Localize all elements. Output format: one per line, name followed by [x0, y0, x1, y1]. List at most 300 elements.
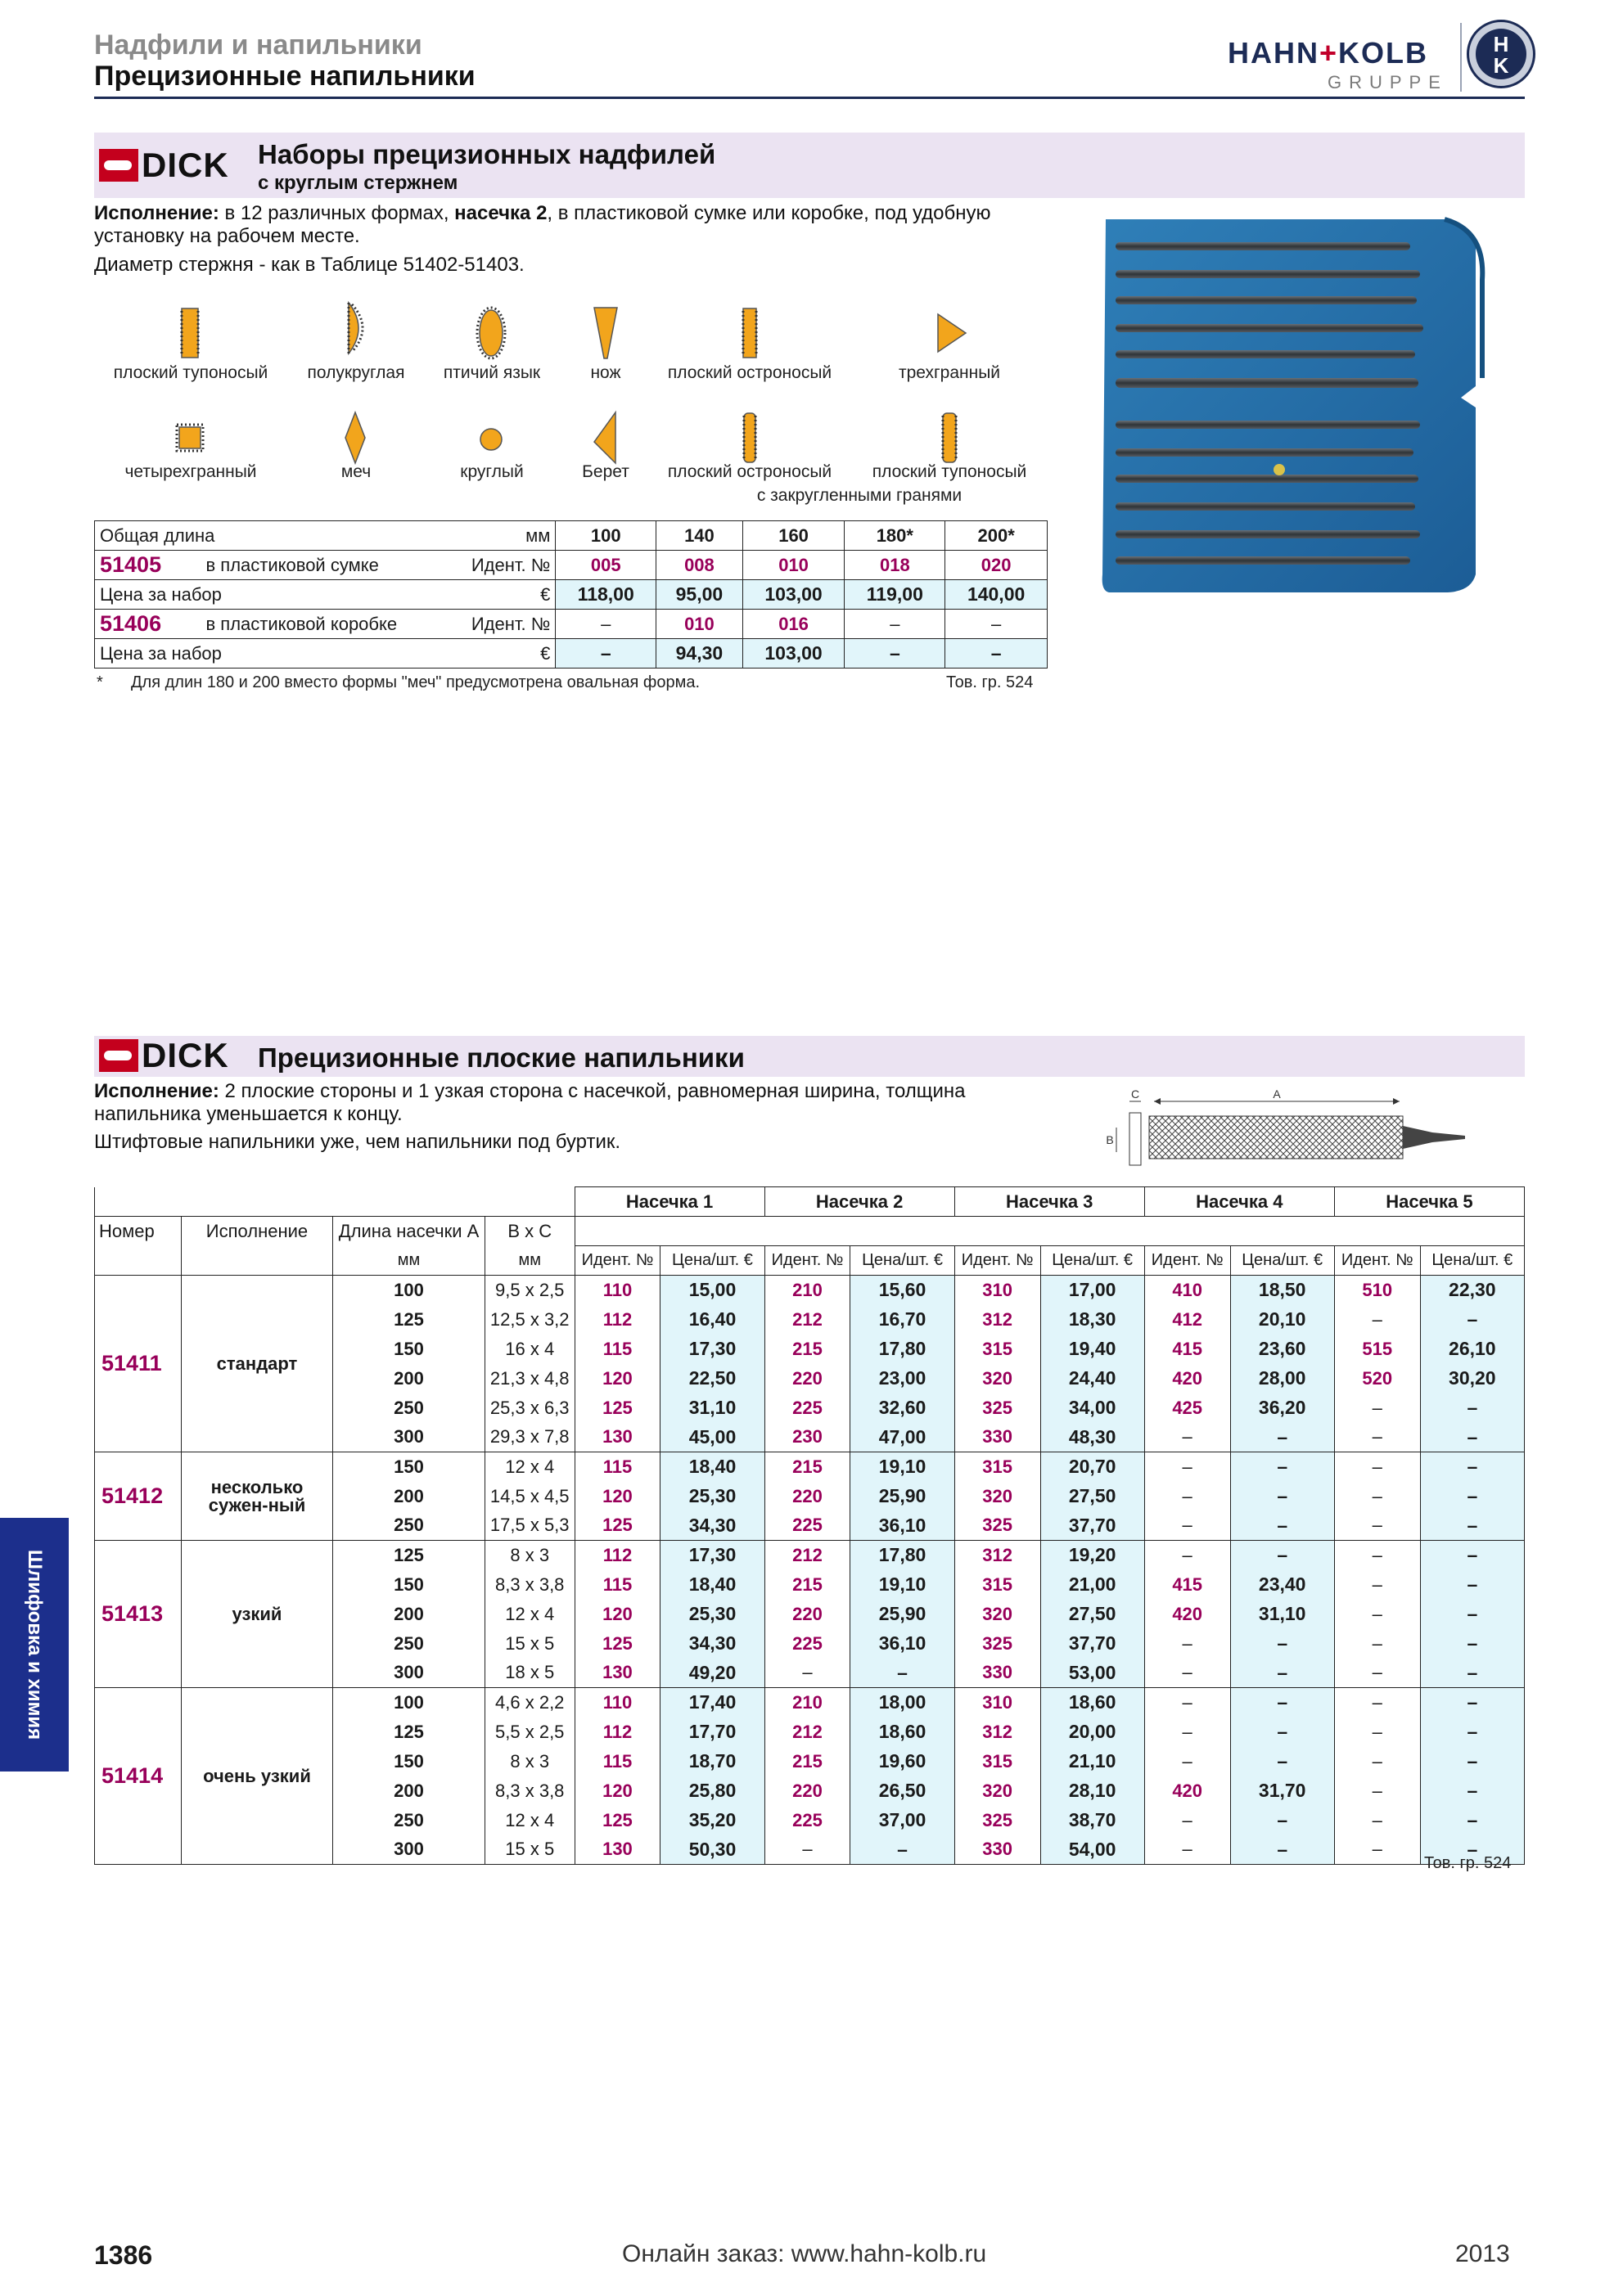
price-cell: 95,00: [656, 580, 743, 610]
ident-cell[interactable]: 130: [575, 1835, 660, 1865]
sword-file-icon: [314, 409, 396, 466]
price-cell: 48,30: [1040, 1423, 1144, 1452]
price-cell: 15,60: [850, 1276, 954, 1305]
logo-divider: [1460, 23, 1462, 92]
price-cell: 18,60: [1040, 1688, 1144, 1717]
price-cell: 18,40: [660, 1452, 764, 1482]
col-ident: Идент. №: [1334, 1246, 1420, 1276]
cut-length: 100: [333, 1688, 485, 1717]
price-cell: –: [1420, 1659, 1524, 1688]
cross-section: 21,3 x 4,8: [485, 1364, 575, 1393]
logo-word-left: HAHN: [1228, 36, 1319, 70]
price-cell: 19,40: [1040, 1335, 1144, 1364]
dick-flag-icon: [99, 149, 138, 182]
price-row: [95, 580, 1048, 610]
ident-cell[interactable]: 115: [575, 1570, 660, 1600]
ident-cell[interactable]: 415: [1144, 1335, 1230, 1364]
cut-length: 200: [333, 1364, 485, 1393]
dim-label-c: C: [1130, 1088, 1140, 1101]
price-cell: 16,40: [660, 1305, 764, 1335]
price-cell: –: [845, 639, 945, 669]
ident-cell[interactable]: 225: [764, 1629, 850, 1659]
cut-length: 250: [333, 1511, 485, 1541]
ident-cell[interactable]: 420: [1144, 1776, 1230, 1806]
unit-header-row: [95, 1246, 1525, 1276]
price-cell: 118,00: [556, 580, 656, 610]
order-url-link[interactable]: Онлайн заказ: www.hahn-kolb.ru: [622, 2240, 987, 2267]
price-cell: –: [1420, 1629, 1524, 1659]
length-cell: 180*: [845, 521, 945, 551]
price-cell: 18,70: [660, 1747, 764, 1776]
ident-cell[interactable]: 215: [764, 1747, 850, 1776]
id-row: [95, 610, 1048, 639]
ident-cell[interactable]: 412: [1144, 1305, 1230, 1335]
ident-cell[interactable]: 225: [764, 1511, 850, 1541]
price-cell: 17,30: [660, 1335, 764, 1364]
price-cell: –: [1420, 1541, 1524, 1570]
ident-cell: –: [764, 1835, 850, 1865]
price-cell: 32,60: [850, 1393, 954, 1423]
footnote-text: Для длин 180 и 200 вместо формы "меч" предусмотрена овальная форма.: [131, 673, 701, 691]
price-cell: 49,20: [660, 1659, 764, 1688]
price-cell: –: [1230, 1452, 1334, 1482]
ident-cell: –: [1144, 1541, 1230, 1570]
section2-band: [94, 1036, 1525, 1077]
ident-cell[interactable]: 115: [575, 1452, 660, 1482]
shape-label: плоский остроносый: [667, 363, 832, 382]
ident-cell[interactable]: 112: [575, 1305, 660, 1335]
ident-cell[interactable]: 315: [954, 1747, 1040, 1776]
ident-cell[interactable]: 510: [1334, 1276, 1420, 1305]
dim-label-b: B: [1106, 1133, 1114, 1146]
ident-cell: –: [764, 1659, 850, 1688]
ident-cell[interactable]: 515: [1334, 1335, 1420, 1364]
flat-file-price-table: [94, 1186, 1525, 1865]
article-number[interactable]: 51412: [95, 1452, 182, 1541]
table-row: [95, 1541, 1525, 1570]
price-cell: 37,70: [1040, 1511, 1144, 1541]
ident-cell: –: [1144, 1452, 1230, 1482]
price-cell: 34,30: [660, 1511, 764, 1541]
price-cell: 53,00: [1040, 1659, 1144, 1688]
price-cell: –: [1230, 1541, 1334, 1570]
ident-cell: –: [1144, 1511, 1230, 1541]
article-number[interactable]: 51406: [95, 610, 201, 639]
ident-cell[interactable]: 315: [954, 1335, 1040, 1364]
price-cell: 28,10: [1040, 1776, 1144, 1806]
logo-word-right: KOLB: [1338, 36, 1429, 70]
cut-length: 250: [333, 1393, 485, 1423]
price-cell: 17,00: [1040, 1276, 1144, 1305]
ident-cell[interactable]: 110: [575, 1688, 660, 1717]
price-cell: 35,20: [660, 1806, 764, 1835]
cross-section: 8,3 x 3,8: [485, 1776, 575, 1806]
price-cell: –: [1230, 1511, 1334, 1541]
cut-header: Насечка 3: [954, 1187, 1144, 1217]
hahn-kolb-logo[interactable]: [1228, 18, 1531, 93]
section1-description: [94, 202, 1060, 248]
price-cell: 25,90: [850, 1482, 954, 1511]
ident-cell[interactable]: 112: [575, 1541, 660, 1570]
cut-length: 250: [333, 1806, 485, 1835]
cut-header: Насечка 2: [764, 1187, 954, 1217]
ident-cell: –: [1334, 1600, 1420, 1629]
ident-cell[interactable]: 325: [954, 1806, 1040, 1835]
bird-tongue-file-icon: [450, 304, 532, 362]
col-ident: Идент. №: [764, 1246, 850, 1276]
price-cell: –: [1230, 1747, 1334, 1776]
cut-header: Насечка 4: [1144, 1187, 1334, 1217]
ident-cell[interactable]: 310: [954, 1276, 1040, 1305]
desc-part-a: в 12 различных формах,: [219, 202, 455, 224]
price-cell: 17,30: [660, 1541, 764, 1570]
price-cell: –: [1230, 1835, 1334, 1865]
hk-seal-icon: [1467, 20, 1535, 88]
footnote-mark: *: [97, 673, 103, 691]
seal-letter-top: H: [1493, 32, 1509, 56]
cut-length: 100: [333, 1276, 485, 1305]
ident-cell[interactable]: 016: [742, 610, 845, 639]
ident-cell: –: [1334, 1305, 1420, 1335]
cross-section: 8,3 x 3,8: [485, 1570, 575, 1600]
variant-desc: в пластиковой сумке: [201, 551, 447, 580]
ident-cell[interactable]: 020: [945, 551, 1048, 580]
ident-cell[interactable]: 212: [764, 1541, 850, 1570]
ident-cell: –: [1144, 1423, 1230, 1452]
barrette-file-icon: [565, 409, 647, 466]
price-cell: 15,00: [660, 1276, 764, 1305]
price-cell: 25,30: [660, 1482, 764, 1511]
section1-title: Наборы прецизионных надфилей: [258, 139, 716, 169]
currency-label: €: [507, 639, 556, 669]
ident-cell[interactable]: 330: [954, 1423, 1040, 1452]
ident-cell[interactable]: 220: [764, 1776, 850, 1806]
price-cell: –: [1420, 1776, 1524, 1806]
side-tab-grinding-chemistry[interactable]: [0, 1518, 69, 1772]
ident-cell[interactable]: 010: [742, 551, 845, 580]
shape-label: Берет: [582, 462, 629, 481]
ident-cell[interactable]: 325: [954, 1511, 1040, 1541]
ident-cell[interactable]: 330: [954, 1835, 1040, 1865]
desc-bold: насечка 2: [454, 202, 548, 224]
price-cell: 18,00: [850, 1688, 954, 1717]
ident-cell[interactable]: 310: [954, 1688, 1040, 1717]
half-round-file-icon: [314, 299, 396, 357]
cross-section: 25,3 x 6,3: [485, 1393, 575, 1423]
ident-cell[interactable]: 320: [954, 1600, 1040, 1629]
ident-cell[interactable]: 520: [1334, 1364, 1420, 1393]
price-cell: 16,70: [850, 1305, 954, 1335]
ident-cell[interactable]: 215: [764, 1452, 850, 1482]
ident-cell[interactable]: 315: [954, 1452, 1040, 1482]
price-cell: 34,00: [1040, 1393, 1144, 1423]
ident-cell[interactable]: 420: [1144, 1600, 1230, 1629]
price-cell: 17,70: [660, 1717, 764, 1747]
cut-length: 125: [333, 1717, 485, 1747]
ident-cell[interactable]: 018: [845, 551, 945, 580]
cut-header: Насечка 5: [1334, 1187, 1524, 1217]
price-cell: –: [1420, 1423, 1524, 1452]
cross-section: 9,5 x 2,5: [485, 1276, 575, 1305]
ident-cell: –: [1144, 1482, 1230, 1511]
header-subcategory: Прецизионные напильники: [94, 61, 476, 92]
header-rule: [94, 97, 1525, 99]
price-cell: 27,50: [1040, 1600, 1144, 1629]
ident-cell[interactable]: 415: [1144, 1570, 1230, 1600]
ident-cell[interactable]: 125: [575, 1806, 660, 1835]
article-number[interactable]: 51413: [95, 1541, 182, 1688]
cross-section: 5,5 x 2,5: [485, 1717, 575, 1747]
cross-section: 8 x 3: [485, 1541, 575, 1570]
execution-label: очень узкий: [181, 1688, 332, 1865]
brand-name: DICK: [142, 146, 229, 184]
price-cell: 103,00: [742, 580, 845, 610]
ident-cell[interactable]: 125: [575, 1393, 660, 1423]
price-cell: –: [1230, 1423, 1334, 1452]
shape-label: полукруглая: [307, 363, 405, 382]
length-cell: 200*: [945, 521, 1048, 551]
price-cell: 26,10: [1420, 1335, 1524, 1364]
desc-label: Исполнение:: [94, 1080, 219, 1102]
unit-mm: мм: [333, 1246, 485, 1276]
price-row: [95, 639, 1048, 669]
ident-cell: –: [1334, 1423, 1420, 1452]
price-cell: 26,50: [850, 1776, 954, 1806]
ident-cell[interactable]: 215: [764, 1570, 850, 1600]
price-cell: 19,10: [850, 1570, 954, 1600]
price-cell: –: [1420, 1835, 1524, 1865]
cut-length: 125: [333, 1305, 485, 1335]
product-group-label: Тов. гр. 524: [1424, 1854, 1512, 1872]
article-number[interactable]: 51405: [95, 551, 201, 580]
ident-cell[interactable]: 220: [764, 1600, 850, 1629]
ident-cell[interactable]: 010: [656, 610, 743, 639]
ident-cell[interactable]: 220: [764, 1364, 850, 1393]
price-cell: –: [1420, 1393, 1524, 1423]
file-set-pouch-image: [1101, 214, 1485, 596]
price-cell: –: [1420, 1305, 1524, 1335]
ident-cell[interactable]: 130: [575, 1423, 660, 1452]
price-cell: 94,30: [656, 639, 743, 669]
ident-cell[interactable]: 005: [556, 551, 656, 580]
length-cell: 140: [656, 521, 743, 551]
price-cell: 18,30: [1040, 1305, 1144, 1335]
side-tab-label: Шлифовка и химия: [24, 1549, 46, 1740]
cut-length: 200: [333, 1600, 485, 1629]
cross-section: 17,5 x 5,3: [485, 1511, 575, 1541]
ident-cell: –: [1334, 1835, 1420, 1865]
ident-cell[interactable]: 115: [575, 1747, 660, 1776]
triangular-file-icon: [908, 304, 990, 362]
cross-section: 12 x 4: [485, 1806, 575, 1835]
ident-cell[interactable]: 230: [764, 1423, 850, 1452]
ident-cell[interactable]: 212: [764, 1717, 850, 1747]
section2-description: [94, 1080, 1011, 1126]
price-cell: 18,40: [660, 1570, 764, 1600]
ident-cell[interactable]: 225: [764, 1806, 850, 1835]
col-price: Цена/шт. €: [1420, 1246, 1524, 1276]
ident-cell[interactable]: 312: [954, 1541, 1040, 1570]
section1-subtitle: с круглым стержнем: [258, 172, 458, 194]
execution-label: стандарт: [181, 1276, 332, 1452]
ident-cell[interactable]: 120: [575, 1364, 660, 1393]
desc-part-a: 2 плоские стороны и 1 узкая сторона с насечкой, равномерная ширина, толщина напильника уменьшается к концу.: [94, 1080, 966, 1125]
shape-label: меч: [340, 462, 372, 481]
logo-group: GRUPPE: [1328, 72, 1448, 92]
ident-cell[interactable]: 225: [764, 1393, 850, 1423]
brand-name: DICK: [142, 1036, 229, 1074]
cross-section: 12,5 x 3,2: [485, 1305, 575, 1335]
header-category: Надфили и напильники: [94, 29, 422, 61]
shape-label: трехгранный: [898, 363, 1001, 382]
ident-cell[interactable]: 120: [575, 1600, 660, 1629]
cross-section: 4,6 x 2,2: [485, 1688, 575, 1717]
col-price: Цена/шт. €: [660, 1246, 764, 1276]
ident-cell[interactable]: 115: [575, 1335, 660, 1364]
cut-length: 200: [333, 1482, 485, 1511]
flat-blunt-file-icon: [149, 304, 231, 362]
ident-cell[interactable]: 320: [954, 1364, 1040, 1393]
ident-cell[interactable]: 420: [1144, 1364, 1230, 1393]
price-cell: 37,70: [1040, 1629, 1144, 1659]
table-row: [95, 1452, 1525, 1482]
ident-cell[interactable]: 210: [764, 1688, 850, 1717]
ident-cell[interactable]: 130: [575, 1659, 660, 1688]
ident-cell[interactable]: 110: [575, 1276, 660, 1305]
ident-cell: –: [556, 610, 656, 639]
logo-wordmark: [1228, 36, 1428, 70]
price-cell: –: [850, 1659, 954, 1688]
article-number[interactable]: 51411: [95, 1276, 182, 1452]
ident-cell[interactable]: 112: [575, 1717, 660, 1747]
variant-desc: в пластиковой коробке: [201, 610, 447, 639]
ident-cell[interactable]: 125: [575, 1511, 660, 1541]
ident-cell[interactable]: 315: [954, 1570, 1040, 1600]
price-cell: 17,40: [660, 1688, 764, 1717]
length-label: Общая длина: [95, 521, 507, 551]
article-number[interactable]: 51414: [95, 1688, 182, 1865]
section1-description-line2: Диаметр стержня - как в Таблице 51402-51403.: [94, 254, 525, 276]
price-cell: 37,00: [850, 1806, 954, 1835]
cut-length: 150: [333, 1452, 485, 1482]
cut-length: 150: [333, 1335, 485, 1364]
price-cell: 25,80: [660, 1776, 764, 1806]
ident-cell[interactable]: 120: [575, 1776, 660, 1806]
price-cell: 34,30: [660, 1629, 764, 1659]
ident-cell[interactable]: 312: [954, 1305, 1040, 1335]
price-cell: –: [945, 639, 1048, 669]
dick-flag-icon: [99, 1039, 138, 1072]
ident-cell: –: [1334, 1452, 1420, 1482]
section2-description-line2: Штифтовые напильники уже, чем напильники под буртик.: [94, 1131, 621, 1153]
ident-cell[interactable]: 425: [1144, 1393, 1230, 1423]
cross-section: 15 x 5: [485, 1629, 575, 1659]
ident-cell[interactable]: 325: [954, 1393, 1040, 1423]
price-cell: 21,00: [1040, 1570, 1144, 1600]
price-cell: 19,20: [1040, 1541, 1144, 1570]
ident-cell[interactable]: 125: [575, 1629, 660, 1659]
col-bc: B x C: [485, 1217, 575, 1246]
id-label: Идент. №: [447, 610, 556, 639]
col-ident: Идент. №: [1144, 1246, 1230, 1276]
ident-cell[interactable]: 320: [954, 1482, 1040, 1511]
section2-title: Прецизионные плоские напильники: [258, 1042, 745, 1073]
col-price: Цена/шт. €: [1040, 1246, 1144, 1276]
seal-letter-bottom: K: [1493, 53, 1509, 78]
ident-cell: –: [1144, 1629, 1230, 1659]
catalog-year: 2013: [1455, 2240, 1510, 2267]
ident-cell[interactable]: 215: [764, 1335, 850, 1364]
price-cell: 17,80: [850, 1541, 954, 1570]
ident-cell: –: [1334, 1717, 1420, 1747]
price-cell: –: [1420, 1511, 1524, 1541]
length-cell: 160: [742, 521, 845, 551]
ident-cell: –: [1334, 1629, 1420, 1659]
flat-file-dimension-diagram: [1080, 1088, 1490, 1170]
ident-cell: –: [1334, 1393, 1420, 1423]
ident-cell[interactable]: 008: [656, 551, 743, 580]
ident-cell[interactable]: 330: [954, 1659, 1040, 1688]
ident-cell[interactable]: 212: [764, 1305, 850, 1335]
id-row: [95, 551, 1048, 580]
col-ident: Идент. №: [575, 1246, 660, 1276]
price-cell: –: [850, 1835, 954, 1865]
ident-cell: –: [1334, 1541, 1420, 1570]
ident-cell: –: [845, 610, 945, 639]
ident-cell: –: [1334, 1688, 1420, 1717]
ident-cell[interactable]: 210: [764, 1276, 850, 1305]
price-cell: –: [1420, 1806, 1524, 1835]
ident-cell[interactable]: 320: [954, 1776, 1040, 1806]
ident-cell[interactable]: 312: [954, 1717, 1040, 1747]
ident-cell[interactable]: 120: [575, 1482, 660, 1511]
price-cell: 31,10: [1230, 1600, 1334, 1629]
price-cell: 19,10: [850, 1452, 954, 1482]
cross-section: 29,3 x 7,8: [485, 1423, 575, 1452]
cross-section: 18 x 5: [485, 1659, 575, 1688]
price-cell: 23,40: [1230, 1570, 1334, 1600]
price-cell: 45,00: [660, 1423, 764, 1452]
price-cell: 25,30: [660, 1600, 764, 1629]
ident-cell[interactable]: 325: [954, 1629, 1040, 1659]
set-price-table: [94, 520, 1048, 669]
unit-mm: мм: [485, 1246, 575, 1276]
col-header-row: [95, 1217, 1525, 1246]
col-price: Цена/шт. €: [1230, 1246, 1334, 1276]
cut-length: 300: [333, 1423, 485, 1452]
price-cell: 22,50: [660, 1364, 764, 1393]
cut-length: 250: [333, 1629, 485, 1659]
ident-cell[interactable]: 410: [1144, 1276, 1230, 1305]
price-cell: 28,00: [1230, 1364, 1334, 1393]
price-cell: 18,60: [850, 1717, 954, 1747]
price-cell: 23,60: [1230, 1335, 1334, 1364]
price-cell: 38,70: [1040, 1806, 1144, 1835]
price-cell: 50,30: [660, 1835, 764, 1865]
col-number: Номер: [95, 1217, 182, 1246]
price-cell: 20,00: [1040, 1717, 1144, 1747]
ident-cell[interactable]: 220: [764, 1482, 850, 1511]
price-cell: 19,60: [850, 1747, 954, 1776]
cross-section: 16 x 4: [485, 1335, 575, 1364]
section1-band: [94, 133, 1525, 198]
ident-cell: –: [1144, 1659, 1230, 1688]
price-cell: –: [1230, 1482, 1334, 1511]
price-label: Цена за набор: [95, 639, 507, 669]
round-file-icon: [450, 409, 532, 466]
cut-length: 150: [333, 1570, 485, 1600]
price-cell: 23,00: [850, 1364, 954, 1393]
